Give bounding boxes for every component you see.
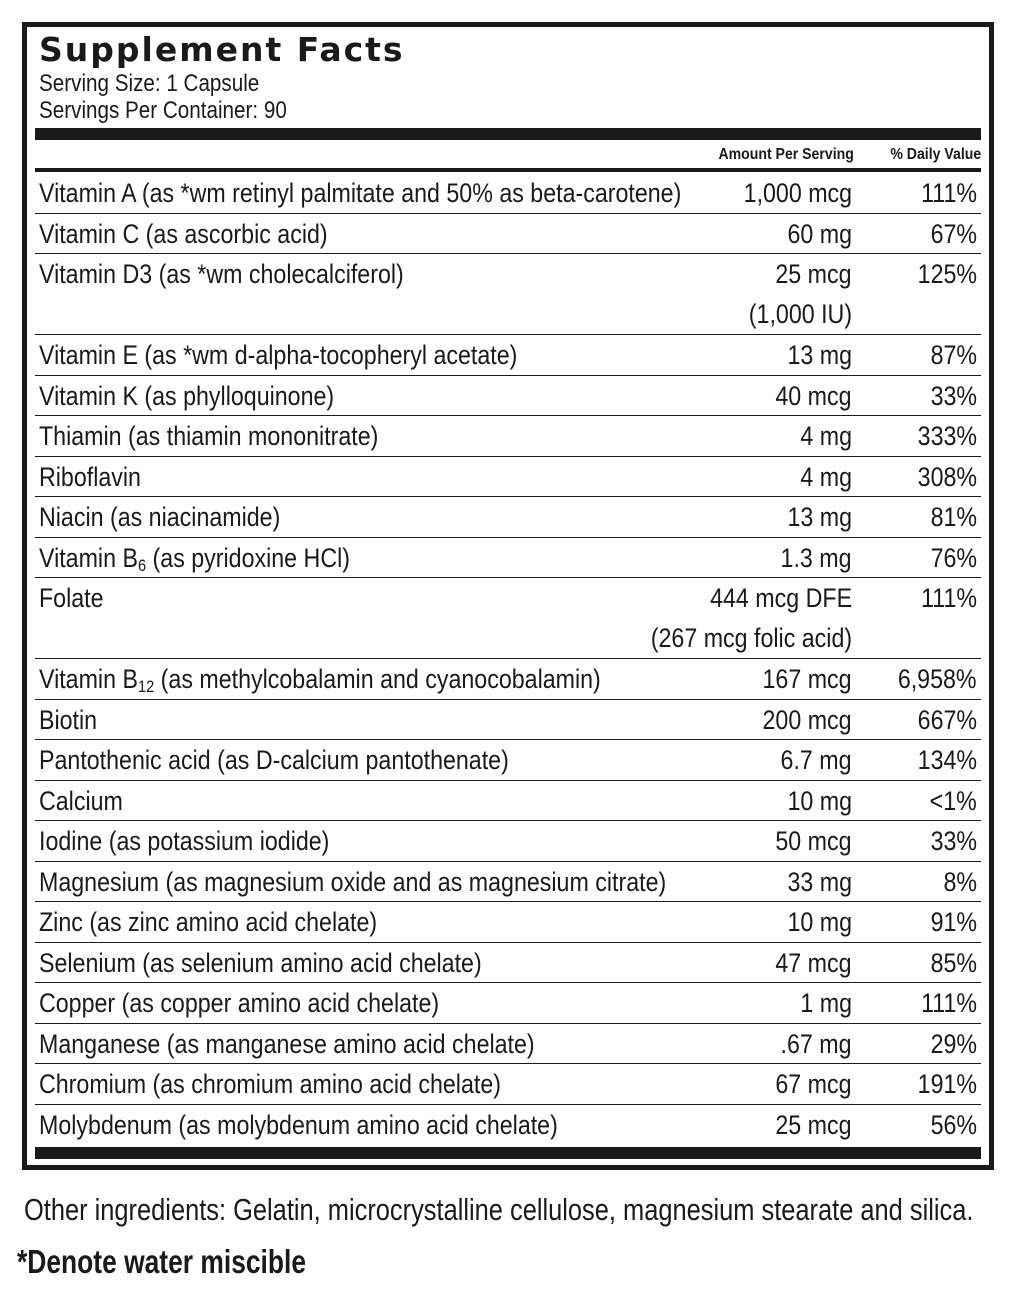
nutrient-name: Selenium (as selenium amino acid chelate) (39, 947, 482, 978)
nutrient-name-suffix: (as pyridoxine HCl) (146, 542, 350, 573)
nutrient-row (35, 740, 981, 781)
serving-size: Serving Size: 1 Capsule (39, 70, 260, 97)
nutrient-name: Folate (39, 583, 104, 613)
nutrient-amount: .67 mg (781, 1028, 852, 1059)
nutrient-amount: 4 mg (800, 421, 852, 451)
nutrient-amount: 10 mg (787, 907, 852, 937)
nutrient-daily-value: 33% (930, 826, 977, 856)
nutrient-amount: 444 mcg DFE (710, 583, 852, 613)
nutrient-name: Riboflavin (39, 461, 141, 492)
nutrient-amount: 1.3 mg (781, 542, 852, 573)
nutrient-amount: 10 mg (787, 785, 852, 816)
nutrient-name-suffix: (as methylcobalamin and cyanocobalamin) (154, 664, 601, 694)
nutrient-amount: 13 mg (787, 502, 852, 532)
nutrient-amount: 67 mcg (775, 1069, 852, 1099)
nutrient-name: Chromium (as chromium amino acid chelate) (39, 1069, 501, 1099)
nutrient-row (35, 1024, 981, 1065)
nutrient-daily-value: 67% (930, 218, 977, 249)
supplement-facts-panel (22, 22, 994, 1170)
servings-per-container: Servings Per Container: 90 (39, 97, 287, 124)
nutrient-row (35, 700, 981, 741)
nutrient-row (35, 943, 981, 984)
nutrient-amount: 25 mcg (775, 259, 852, 289)
nutrient-name: Zinc (as zinc amino acid chelate) (39, 907, 378, 937)
nutrient-daily-value: 308% (917, 461, 977, 492)
nutrient-name: Biotin (39, 704, 98, 735)
nutrient-name: Vitamin K (as phylloquinone) (39, 380, 335, 411)
nutrient-amount: 40 mcg (775, 380, 852, 411)
nutrient-row (35, 781, 981, 822)
nutrient-amount: 13 mg (787, 340, 852, 370)
bottom-divider (35, 1147, 981, 1159)
nutrient-amount: 6.7 mg (781, 745, 852, 775)
nutrient-row (35, 457, 981, 498)
nutrient-daily-value: 8% (943, 866, 977, 897)
nutrient-row (35, 862, 981, 903)
nutrient-row (35, 335, 981, 376)
nutrient-name-prefix: Vitamin B (39, 542, 138, 573)
nutrient-row (35, 416, 981, 457)
nutrient-daily-value: 111% (921, 178, 977, 208)
nutrient-daily-value: 85% (930, 947, 977, 978)
nutrient-amount-secondary: (267 mcg folic acid) (650, 623, 852, 653)
nutrient-name: Vitamin C (as ascorbic acid) (39, 218, 328, 249)
nutrient-row (35, 578, 981, 659)
nutrient-row (35, 1064, 981, 1105)
nutrient-daily-value: 91% (930, 907, 977, 937)
nutrient-daily-value: <1% (929, 785, 977, 816)
nutrient-name-subscript: 12 (137, 677, 155, 696)
other-ingredients: Other ingredients: Gelatin, microcrystalline cellulose, magnesium stearate and silica. (24, 1192, 974, 1227)
nutrient-name: Vitamin D3 (as *wm cholecalciferol) (39, 259, 404, 289)
nutrient-name-subscript: 6 (137, 555, 147, 575)
nutrient-name: Manganese (as manganese amino acid chelate) (39, 1028, 535, 1059)
nutrient-amount-secondary: (1,000 IU) (748, 299, 852, 329)
nutrient-amount: 60 mg (787, 218, 852, 249)
nutrient-name: Vitamin E (as *wm d-alpha-tocopheryl acetate) (39, 340, 518, 370)
nutrient-table (35, 173, 981, 1145)
nutrient-daily-value: 6,958% (898, 664, 977, 694)
header-divider (35, 168, 981, 172)
nutrient-row (35, 497, 981, 538)
daily-value-header: % Daily Value (890, 146, 981, 163)
nutrient-name: Magnesium (as magnesium oxide and as magnesium citrate) (39, 866, 667, 897)
nutrient-row (35, 821, 981, 862)
nutrient-amount: 1,000 mcg (743, 178, 852, 208)
nutrient-daily-value: 191% (917, 1069, 977, 1099)
nutrient-name (39, 659, 601, 699)
nutrient-amount: 4 mg (800, 461, 852, 492)
nutrient-amount: 25 mcg (775, 1109, 852, 1140)
nutrient-name: Niacin (as niacinamide) (39, 502, 281, 532)
nutrient-name: Calcium (39, 785, 123, 816)
nutrient-row (35, 659, 981, 700)
nutrient-name: Pantothenic acid (as D-calcium pantothenate) (39, 745, 509, 775)
nutrient-daily-value: 111% (921, 988, 977, 1018)
nutrient-amount: 47 mcg (775, 947, 852, 978)
nutrient-row (35, 538, 981, 579)
nutrient-daily-value: 87% (930, 340, 977, 370)
nutrient-daily-value: 125% (917, 259, 977, 289)
nutrient-daily-value: 667% (917, 704, 977, 735)
nutrient-amount: 50 mcg (775, 826, 852, 856)
nutrient-daily-value: 333% (917, 421, 977, 451)
nutrient-row (35, 902, 981, 943)
nutrient-daily-value: 56% (930, 1109, 977, 1140)
nutrient-daily-value: 76% (930, 542, 977, 573)
nutrient-amount: 33 mg (787, 866, 852, 897)
nutrient-name: Molybdenum (as molybdenum amino acid chelate) (39, 1109, 558, 1140)
water-miscible-note: *Denote water miscible (17, 1243, 307, 1280)
amount-per-serving-header: Amount Per Serving (718, 146, 854, 163)
nutrient-row (35, 1105, 981, 1146)
top-divider (35, 128, 981, 140)
nutrient-name: Iodine (as potassium iodide) (39, 826, 330, 856)
nutrient-row (35, 214, 981, 255)
nutrient-row (35, 254, 981, 335)
nutrient-row (35, 983, 981, 1024)
nutrient-name: Vitamin A (as *wm retinyl palmitate and 50% as beta-carotene) (39, 178, 682, 208)
nutrient-daily-value: 33% (930, 380, 977, 411)
nutrient-daily-value: 134% (917, 745, 977, 775)
nutrient-daily-value: 81% (930, 502, 977, 532)
nutrient-name-prefix: Vitamin B (39, 664, 138, 694)
nutrient-row (35, 173, 981, 214)
nutrient-name: Thiamin (as thiamin mononitrate) (39, 421, 379, 451)
nutrient-amount: 200 mcg (762, 704, 852, 735)
nutrient-daily-value: 29% (930, 1028, 977, 1059)
nutrient-amount: 167 mcg (762, 664, 852, 694)
nutrient-row (35, 376, 981, 417)
nutrient-daily-value: 111% (921, 583, 977, 613)
nutrient-amount: 1 mg (800, 988, 852, 1018)
panel-title: Supplement Facts (39, 30, 405, 69)
nutrient-name: Copper (as copper amino acid chelate) (39, 988, 440, 1018)
nutrient-name (39, 538, 350, 578)
